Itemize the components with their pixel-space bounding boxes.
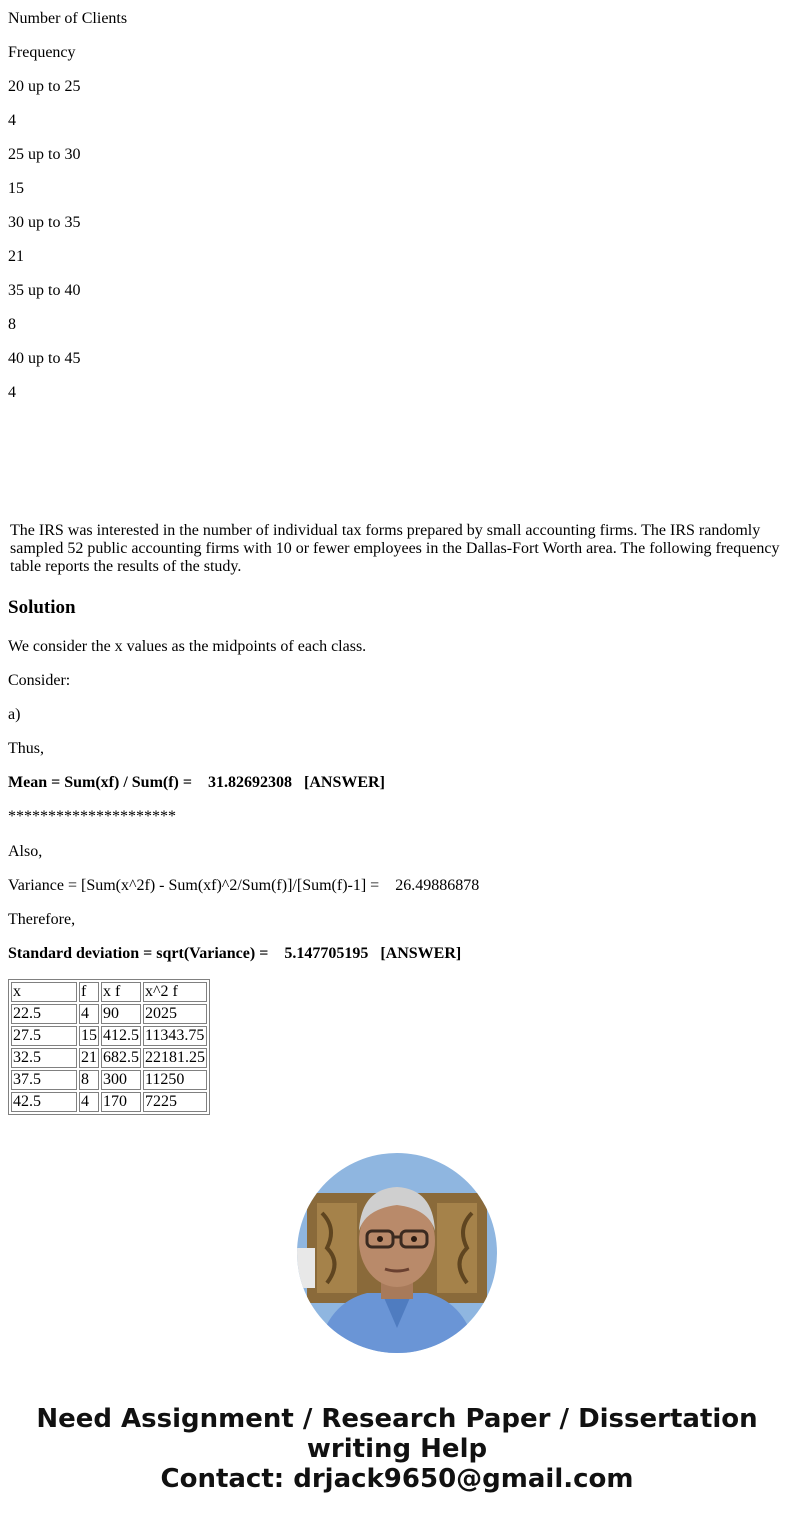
table-cell: 4 [79,1004,99,1024]
table-cell: 22181.25 [145,1049,205,1066]
table-cell: 4 [79,1092,99,1112]
table-cell: 21 [81,1049,97,1066]
separator-stars: ********************* [8,808,176,825]
author-avatar [297,1153,497,1353]
table-cell: 11343.75 [143,1026,207,1046]
table-row [11,1026,207,1046]
solution-text: We consider the x values as the midpoints of each class. [8,638,367,655]
class-frequency: 8 [8,316,16,333]
header-frequency: Frequency [8,44,76,61]
table-row [11,1070,207,1090]
table-cell: 27.5 [11,1026,77,1046]
table-row [11,1048,207,1068]
solution-text: Consider: [8,672,71,689]
table-header-cell: x^2 f [143,982,207,1002]
table-cell: 90 [101,1004,141,1024]
table-row [11,1092,207,1112]
class-range: 35 up to 40 [8,282,81,299]
calculation-table [8,979,210,1115]
class-range: 20 up to 25 [8,78,81,95]
table-cell: 37.5 [11,1070,77,1090]
solution-text: Therefore, [8,911,76,928]
cta-line: Need Assignment / Research Paper / Dissertation [36,1404,758,1434]
table-cell: 682.5 [103,1049,139,1066]
table-cell: 412.5 [103,1027,139,1044]
table-cell: 22.5 [11,1004,77,1024]
table-cell: 300 [101,1070,141,1090]
mean-answer: Mean = Sum(xf) / Sum(f) = 31.82692308 [ANSWER] [8,774,385,791]
table-header-cell: x f [101,982,141,1002]
table-cell: 170 [101,1092,141,1112]
solution-section [8,597,784,1115]
header-number-of-clients: Number of Clients [8,10,128,27]
solution-text: a) [8,706,21,723]
class-frequency: 15 [8,180,24,197]
class-frequency: 4 [8,112,16,129]
table-header-cell: x [11,982,77,1002]
class-range: 25 up to 30 [8,146,81,163]
table-cell: 8 [79,1070,99,1090]
class-range: 40 up to 45 [8,350,81,367]
class-frequency: 21 [8,248,24,265]
table-cell: 32.5 [11,1048,77,1068]
table-cell: 42.5 [11,1092,77,1112]
table-cell: 11250 [143,1070,207,1090]
table-header-row [11,982,207,1002]
cta-line: writing Help [306,1434,488,1464]
table-row [11,1004,207,1024]
class-range: 30 up to 35 [8,214,81,231]
author-photo-icon [297,1153,497,1353]
table-cell: 7225 [143,1092,207,1112]
table-cell: 2025 [143,1004,207,1024]
contact-email: Contact: drjack9650@gmail.com [160,1464,634,1494]
contact-banner [0,1404,794,1494]
sd-answer: Standard deviation = sqrt(Variance) = 5.147705195 [ANSWER] [8,945,462,962]
table-cell: 15 [81,1027,97,1044]
variance-line: Variance = [Sum(x^2f) - Sum(xf)^2/Sum(f)]/[Sum(f)-1] = 26.49886878 [8,877,480,894]
solution-heading: Solution [8,597,76,618]
frequency-table-text [0,0,794,402]
table-header-cell: f [79,982,99,1002]
problem-statement: The IRS was interested in the number of individual tax forms prepared by small accounting firms. The IRS randomly sampled 52 public accounting firms with 10 or fewer employees in the Dallas-Fort Worth area. The following frequency table reports the results of the study. [10,522,780,575]
class-frequency: 4 [8,384,16,401]
solution-text: Also, [8,843,43,860]
solution-text: Thus, [8,740,44,757]
